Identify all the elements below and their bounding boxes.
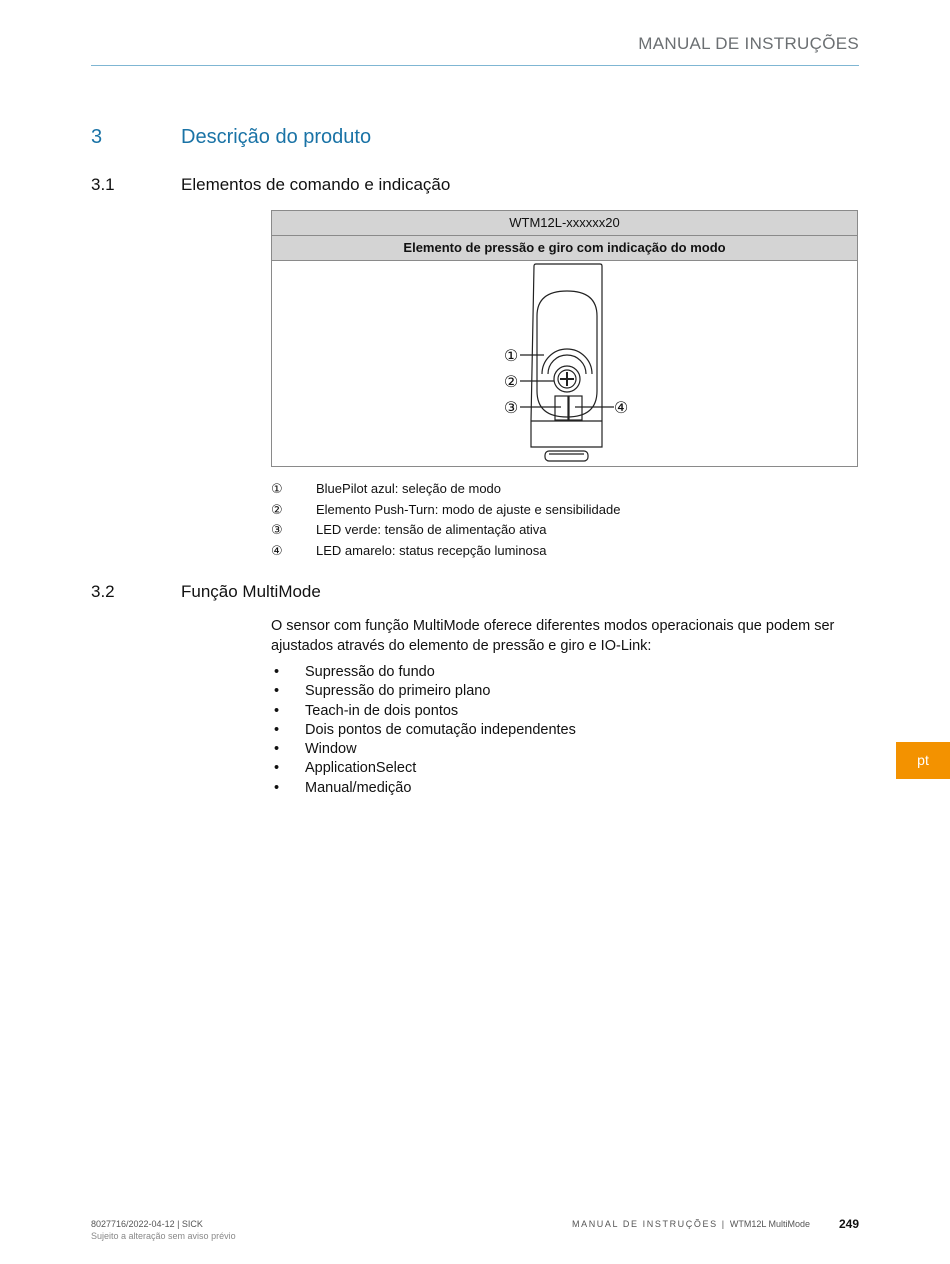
bullet-icon: • <box>274 702 280 719</box>
legend-text: Elemento Push-Turn: modo de ajuste e sensibilidade <box>316 501 621 517</box>
mode-list <box>271 663 576 798</box>
sensor-diagram <box>272 261 857 466</box>
table-subheader: Elemento de pressão e giro com indicação do modo <box>272 236 857 261</box>
list-item <box>271 682 576 701</box>
footer-doc-info <box>91 1218 236 1242</box>
list-item <box>271 779 576 798</box>
list-item <box>271 702 576 721</box>
legend-item <box>271 500 858 521</box>
section-3-1-number: 3.1 <box>91 175 115 194</box>
legend-text: LED amarelo: status recepção luminosa <box>316 542 547 558</box>
figure-legend <box>271 479 858 561</box>
footer-manual-title <box>572 1219 810 1229</box>
list-item <box>271 740 576 759</box>
bullet-icon: • <box>274 721 280 738</box>
list-item <box>271 663 576 682</box>
table-header: WTM12L-xxxxxx20 <box>272 211 857 236</box>
legend-text: LED verde: tensão de alimentação ativa <box>316 522 547 537</box>
footer-model: WTM12L MultiMode <box>729 1219 811 1229</box>
list-item-text: Manual/medição <box>305 779 412 796</box>
section-3-1-title: Elementos de comando e indicação <box>181 175 451 194</box>
legend-item <box>271 479 858 500</box>
legend-item <box>271 520 858 541</box>
bullet-icon: • <box>274 664 280 680</box>
list-item <box>271 759 576 778</box>
sensor-connector <box>545 451 588 461</box>
callout-2: ② <box>503 372 519 391</box>
legend-number: ③ <box>271 522 283 537</box>
section-3-2-number: 3.2 <box>91 582 115 601</box>
footer-manual-label: MANUAL DE INSTRUÇÕES | <box>572 1219 726 1229</box>
section-3-title: Descrição do produto <box>181 126 372 148</box>
product-table <box>271 210 858 467</box>
sensor-window <box>537 291 597 417</box>
header-divider <box>91 65 859 66</box>
callout-4: ④ <box>613 398 629 417</box>
legend-number: ① <box>271 481 283 496</box>
section-3-number: 3 <box>91 126 103 148</box>
page-number: 249 <box>838 1217 859 1231</box>
language-tab[interactable]: pt <box>896 742 950 779</box>
callout-1: ① <box>503 346 519 365</box>
footer-notice: Sujeito a alteração sem aviso prévio <box>91 1231 236 1241</box>
list-item-text: Teach-in de dois pontos <box>305 702 459 719</box>
legend-number: ④ <box>271 542 283 558</box>
list-item-text: Supressão do primeiro plano <box>305 683 491 700</box>
section-3-2-title: Função MultiMode <box>181 582 321 601</box>
bullet-icon: • <box>274 760 280 777</box>
list-item-text: Dois pontos de comutação independentes <box>305 721 576 738</box>
list-item-text: ApplicationSelect <box>305 760 417 777</box>
bullet-icon: • <box>274 779 280 796</box>
list-item <box>271 721 576 740</box>
legend-number: ② <box>271 501 283 517</box>
multimode-paragraph: O sensor com função MultiMode oferece diferentes modos operacionais que podem ser ajustados através do elemento de pressão e giro e IO-Link: <box>271 618 835 654</box>
legend-item <box>271 541 858 562</box>
running-header: MANUAL DE INSTRUÇÕES <box>638 34 859 53</box>
list-item-text: Supressão do fundo <box>305 664 435 680</box>
callout-3: ③ <box>503 398 519 417</box>
footer-doc-id: 8027716/2022-04-12 | SICK <box>91 1219 203 1229</box>
legend-text: BluePilot azul: seleção de modo <box>316 481 502 496</box>
bullet-icon: • <box>274 741 280 758</box>
list-item-text: Window <box>305 741 357 758</box>
bullet-icon: • <box>274 683 280 700</box>
